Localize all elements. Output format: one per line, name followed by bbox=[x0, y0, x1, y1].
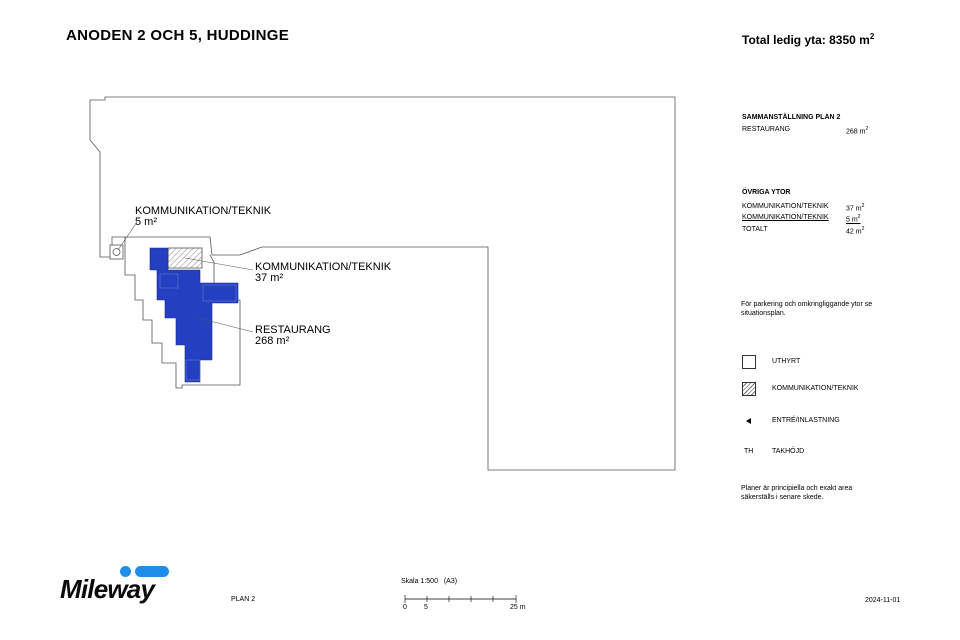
other-row-name: KOMMUNIKATION/TEKNIK bbox=[742, 214, 829, 222]
other-row-sup: 2 bbox=[857, 214, 861, 221]
other-total-sup: 2 bbox=[861, 225, 865, 232]
other-heading: ÖVRIGA YTOR bbox=[742, 189, 791, 196]
legend-leased-swatch bbox=[742, 355, 756, 369]
plans-note: Planer är principiella och exakt area säkerställs i senare skede. bbox=[741, 485, 853, 501]
scale-tick-25: 25 m bbox=[510, 604, 526, 611]
total-area-label: Total ledig yta: 8350 m bbox=[742, 33, 870, 47]
summary-panel bbox=[742, 113, 868, 136]
label-restaurang-area: 268 m² bbox=[255, 335, 290, 347]
plan-label: PLAN 2 bbox=[231, 596, 256, 603]
label-restaurang-name: RESTAURANG bbox=[255, 324, 331, 336]
label-komm-large-name: KOMMUNIKATION/TEKNIK bbox=[255, 261, 392, 273]
label-restaurang bbox=[255, 325, 331, 347]
entrance-arrow-icon bbox=[746, 418, 751, 424]
summary-heading: SAMMANSTÄLLNING PLAN 2 bbox=[742, 114, 841, 121]
legend-komm-label: KOMMUNIKATION/TEKNIK bbox=[772, 385, 859, 392]
legend-entrance-label: ENTRÉ/INLASTNING bbox=[772, 417, 840, 424]
logo: Mileway bbox=[60, 574, 155, 604]
other-row-sup: 2 bbox=[861, 203, 865, 209]
other-panel bbox=[742, 188, 864, 236]
other-row-value: 5 m bbox=[846, 216, 858, 224]
legend-leased-label: UTHYRT bbox=[772, 358, 801, 365]
scale-label bbox=[401, 578, 457, 585]
label-komm-small-name: KOMMUNIKATION/TEKNIK bbox=[135, 205, 272, 217]
date: 2024-11-01 bbox=[865, 597, 901, 604]
komm-room-small bbox=[110, 245, 123, 259]
scale-tick-0: 0 bbox=[403, 604, 407, 611]
page-title: ANODEN 2 OCH 5, HUDDINGE bbox=[66, 27, 290, 44]
scale-paper: (A3) bbox=[443, 578, 458, 585]
other-row-value: 37 m bbox=[846, 205, 862, 213]
legend-th-symbol: TH bbox=[744, 448, 754, 455]
summary-row-name: RESTAURANG bbox=[742, 126, 791, 133]
other-row-name: KOMMUNIKATION/TEKNIK bbox=[742, 203, 829, 210]
label-komm-large-area: 37 m² bbox=[255, 272, 284, 284]
summary-row bbox=[742, 125, 868, 136]
label-komm-small bbox=[135, 206, 271, 228]
scale-bar bbox=[405, 595, 516, 603]
other-row bbox=[742, 202, 864, 213]
label-komm-small-area: 5 m² bbox=[135, 216, 157, 228]
legend-komm-swatch bbox=[742, 382, 756, 396]
label-komm-large bbox=[255, 262, 391, 284]
other-row bbox=[742, 213, 864, 224]
other-row-total bbox=[742, 225, 864, 236]
total-area-sup: 2 bbox=[869, 32, 875, 41]
summary-row-value: 268 m bbox=[846, 128, 866, 136]
legend-th-label: TAKHÖJD bbox=[772, 448, 805, 455]
other-total-value: 42 m bbox=[846, 227, 862, 235]
scale-text: Skala 1:500 bbox=[401, 578, 438, 585]
parking-note: För parkering och omkringliggande ytor se situationsplan. bbox=[741, 301, 873, 317]
scale-tick-5: 5 bbox=[424, 604, 428, 611]
summary-row-sup: 2 bbox=[865, 126, 869, 132]
other-total-name: TOTALT bbox=[742, 225, 768, 233]
